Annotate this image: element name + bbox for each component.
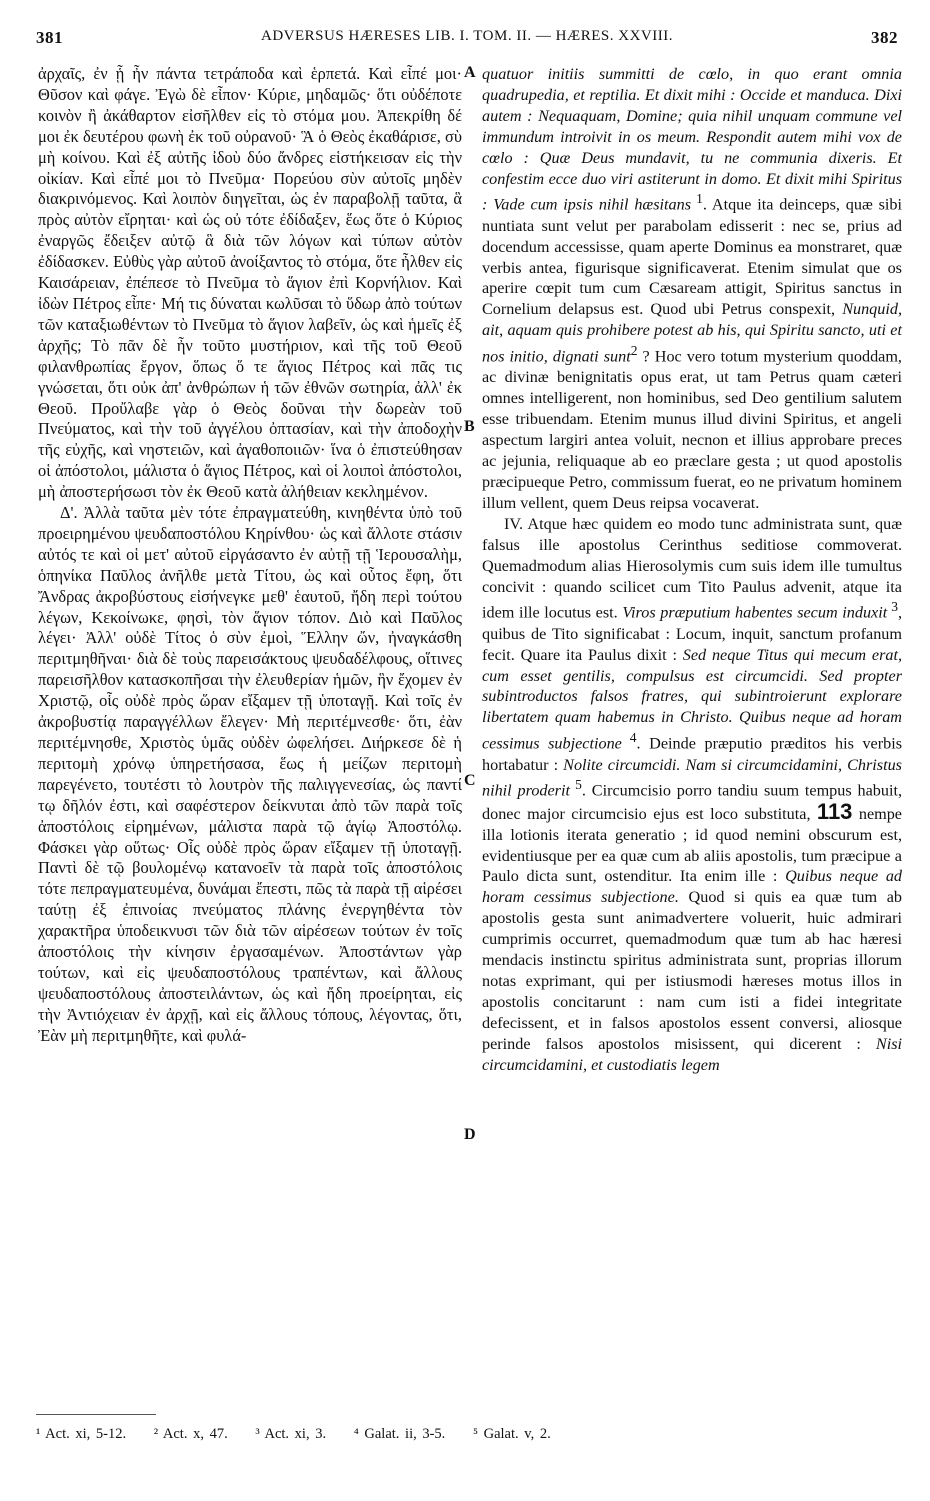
page-number-left: 381 bbox=[36, 28, 63, 47]
greek-paragraph-2: Δ'. Ἀλλὰ ταῦτα μὲν τότε ἐπραγματεύθη, κινηθέντα ὑπὸ τοῦ προειρημένου ψευδαποστόλου Κηρίνθου· ὡς καὶ ἄλλοτε στάσιν αὐτός τε καὶ οἱ μετ' αὐτοῦ εἰργάσαντο ἐν αὐτῇ τῇ Ἱερουσαλὴμ, ὁπηνίκα Παῦλος ἀνῆλθε μετὰ Τίτου, ὡς καὶ οὗτος ἔφη, ὅτι Ἄνδρας ἀκροβύστους εἰσήνεγκε μεθ' ἑαυτοῦ, ἤδη περὶ τούτου λέγων, Κεκοίνωκε, φησὶ, τὸν ἅγιον τόπον. Διὸ καὶ Παῦλος λέγει· Ἀλλ' οὐδὲ Τίτος ὁ σὺν ἐμοὶ, Ἕλλην ὤν, ἠναγκάσθη περιτμηθῆναι· διὰ δὲ τοὺς παρεισάκτους ψευδαδέλφους, οἵτινες παρεισῆλθον κατασκοπῆσαι τὴν ἐλευθερίαν ἡμῶν, ἣν ἔχομεν ἐν Χριστῷ, οἷς οὐδὲ πρὸς ὥραν εἴξαμεν τῇ ὑποταγῇ. Καὶ τοῖς ἐν ἀκροβυστίᾳ παραγγέλλων ἔλεγεν· Μὴ περιτέμνεσθε· ὅτι, ἐὰν περιτέμνησθε, Χριστὸς ὑμᾶς οὐδὲν ὠφελήσει. Διήρκεσε δὲ ἡ περιτομὴ χρόνῳ ὑπηρετήσασα, ἕως ἡ μείζων περιτομὴ παρεγένετο, τουτέστι τὸ λουτρὸν τῆς παλιγγενεσίας, ὡς παντί τῳ δῆλόν ἐστι, καὶ σαφέστερον δείκνυται ἀπὸ τῶν παρὰ τοῖς ἀποστόλοις εἰρημένων, μάλιστα παρὰ τῷ ἁγίῳ Ἀποστόλῳ. Φάσκει γὰρ οὕτως· Οἷς οὐδὲ πρὸς ὥραν εἴξαμεν τῇ ὑποταγῇ. Παντὶ δὲ τῷ βουλομένῳ κατανοεῖν τὰ παρὰ τοῖς ἀποστόλοις τότε πεπραγματευμένα, δυνάμαι ἔπεστι, πῶς τὰ παρὰ τῇ αἱρέσει ταύτῃ ἐξ ἐπινοίας πνεύματος πλάνης ἐνεργηθέντα τὸν χαρακτῆρα ὑποδεικνυσι τῶν διὰ τῶν αἱρέσεων τούτων ἐν τοῖς ἀποστόλοις τὴν κίνησιν ἐργασαμένων. Ἀποστάντων γὰρ τούτων, καὶ εἰς ψευδαποστόλους τραπέντων, καὶ ἄλλους ψευδαποστόλους ἀποστειλάντων, ὡς καὶ ἤδη προείρηται, εἰς τὴν Ἀντιόχειαν ἐν ἀρχῇ, καὶ εἰς ἄλλους τόπους, λέγοντας, ὅτι, Ἐὰν μὴ περιτμηθῆτε, καὶ φυλά- bbox=[38, 503, 462, 1045]
latin-text-8: Quod si quis ea quæ tum ab apostolis gesta sunt animadvertere voluerit, huic admirari cumprimis occurret, quemadmodum quæ tum ab hac hæresi mendacis instinctu spiritus administrata sunt, proprias illorum notas exprimant, qui per istiusmodi hæreses motus illos in apostolis concitarunt : nam cum isti a fidei integritate defecissent, et in falsos apostolos essent conversi, aliosque perinde falsos apostolos misissent, qui dicerent : bbox=[482, 888, 902, 1053]
footnote-ref-2: 2 bbox=[630, 343, 638, 359]
latin-column bbox=[482, 64, 902, 1076]
footnote-4: ⁴ Galat. ii, 3-5. bbox=[353, 1426, 446, 1442]
margin-letter-b: B bbox=[464, 418, 475, 435]
latin-text-7: nempe illa lotionis iterata generatio ; id quod nemini obscurum est, evidentiusque per ea quæ cum ab aliis apostolis, tum præcipue a Paulo dicta sunt, ostenditur. Ita enim ille : bbox=[482, 804, 902, 886]
footnote-rule bbox=[36, 1414, 156, 1415]
latin-text-3: IV. Atque hæc quidem eo modo tunc administrata sunt, quæ falsus ille apostolus Cerinthus seditiose commoverat. Quemadmodum alias Hierosolymis cum suis idem ille tumultus concivit : quando scilicet cum Tito Paulus advenit, atque ita idem ille locutus est. bbox=[482, 514, 902, 622]
running-title: ADVERSUS HÆRESES LIB. I. TOM. II. — HÆRES. XXVIII. bbox=[261, 28, 673, 44]
margin-letter-c: C bbox=[464, 772, 476, 789]
latin-quote-vision: quatuor initiis summitti de cœlo, in quo erant omnia quadrupedia, et reptilia. Et dixit mihi : Occide et manduca. Dixi autem : Nequaquam, Domine; quia nihil unquam commune vel immundum introivit in os meum. Respondit autem mihi vox de cœlo : Quæ Deus mundavit, tu ne communia dixeris. Et confestim ecce duo viri astiterunt in domo. Et dixit mihi Spiritus : Vade cum ipsis nihil hæsitans bbox=[482, 65, 902, 214]
latin-text-6: . Circumcisio porro tandiu suum tempus habuit, donec major circumcisio ejus est loco substituta, bbox=[482, 781, 903, 823]
page-number-right: 382 bbox=[871, 28, 898, 47]
footnote-ref-3: 3 bbox=[887, 599, 898, 615]
latin-quote-quibus: Quibus neque ad horam cessimus subjectione. bbox=[482, 867, 903, 907]
latin-quote-nolite: Nolite circumcidi. Nam si circumcidamini, Christus nihil proderit bbox=[482, 755, 902, 800]
footnote-2: ² Act. x, 47. bbox=[153, 1426, 228, 1442]
greek-column bbox=[38, 64, 462, 1047]
latin-text-2: ? Hoc vero totum mysterium quoddam, ac divinæ benignitatis opus erat, ut tam Petrus quam cæteri omnes intelligerent, non hominibus, sed Deo gentilium salutem esse tribuendam. Etenim munus illud divini Spiritus, et angeli aspectum largiri antea voluit, necnon et illius approbare preces ac jejunia, reliquaque ab eo præclare gesta ; ut quod apostolis præcipueque Petro, commissum fuerat, eo ne privatum hominem illum vellent, quem Deus reipsa vocaverat. bbox=[482, 347, 902, 512]
latin-quote-nisi: Nisi circumcidamini, et custodiatis legem bbox=[482, 1034, 902, 1074]
latin-quote-viros: Viros præputium habentes secum induxit bbox=[622, 603, 888, 622]
margin-letter-d: D bbox=[464, 1126, 476, 1143]
latin-paragraph-2 bbox=[482, 514, 902, 1076]
latin-text-1: . Atque ita deinceps, quæ sibi nuntiata sunt velut per parabolam edisserit : nec se, prius ad docendum accessisse, quam aperte Dominus ea monstraret, quæ verbis antea, figurisque significaverat. Etenim simulat que os aperire cœpit tum cum Cæsaream attigit, Spiritus sanctus in Cornelium delapsus est. Quod ubi Petrus conspexit, bbox=[482, 195, 902, 319]
latin-text-5: . Deinde præputio præditos his verbis hortabatur : bbox=[482, 734, 903, 774]
latin-text-4: , quibus de Tito significabat : Locum, inquit, sanctum profanum fecit. Quare ita Paulus dixit : bbox=[482, 603, 902, 664]
footnotes bbox=[36, 1426, 898, 1443]
running-header bbox=[36, 28, 898, 58]
column-number-marker: 113 bbox=[816, 798, 853, 824]
footnote-1: ¹ Act. xi, 5-12. bbox=[36, 1426, 127, 1442]
footnote-ref-1: 1 bbox=[691, 191, 703, 207]
footnote-3: ³ Act. xi, 3. bbox=[255, 1426, 327, 1442]
footnote-5: ⁵ Galat. v, 2. bbox=[472, 1426, 551, 1442]
margin-letter-a: A bbox=[464, 64, 476, 81]
latin-quote-titus: Sed neque Titus qui mecum erat, cum esset gentilis, compulsus est circumcidi. Sed propter subintroductos falsos fratres, qui subintroierunt explorare libertatem quam habemus in Christo. Quibus neque ad horam cessimus subjectione bbox=[482, 645, 903, 753]
footnote-ref-5: 5 bbox=[569, 777, 582, 793]
latin-quote-peter: Nunquid, ait, aquam quis prohibere potest ab his, qui Spiritu sancto, uti et nos initio, dignati sunt bbox=[482, 300, 902, 366]
footnote-ref-4: 4 bbox=[621, 730, 637, 746]
greek-paragraph-1: ἀρχαῖς, ἐν ᾗ ἦν πάντα τετράποδα καὶ ἑρπετά. Καὶ εἶπέ μοι· Θῦσον καὶ φάγε. Ἐγὼ δὲ εἶπον· Κύριε, μηδαμῶς· ὅτι οὐδέποτε κοινὸν ἢ ἀκάθαρτον εἰσῆλθεν εἰς τὸ στόμα μου. Ἀπεκρίθη δέ μοι ἐκ δευτέρου φωνὴ ἐκ τοῦ οὐρανοῦ· Ἃ ὁ Θεὸς ἐκαθάρισε, σὺ μὴ κοίνου. Καὶ ἐξ αὐτῆς ἰδοὺ δύο ἄνδρες εἱστήκεισαν εἰς τὴν οἰκίαν. Καὶ εἶπέ μοι τὸ Πνεῦμα· Πορεύου σὺν αὐτοῖς μηδὲν διακρινόμενος. Καὶ λοιπὸν διηγεῖται, ὡς ἐν παραβολῇ ταῦτα, ἃ πρὸς αὐτὸν εἴρηται· καὶ ὡς οὐ τότε ἐδίδαξεν, ἕως ὅτε ὁ Κύριος ἐναργῶς ἔδειξεν αὐτῷ ἃ διὰ τῶν λόγων καὶ τύπων αὐτὸν ἐδίδασκεν. Εὐθὺς γὰρ αὐτοῦ ἀνοίξαντος τὸ στόμα, ὅτε ἦλθεν εἰς Καισάρειαν, ἐπέπεσε τὸ Πνεῦμα τὸ ἅγιον ἐπὶ Κορνήλιον. Καὶ ἰδὼν Πέτρος εἶπε· Μή τις δύναται κωλῦσαι τὸ ὕδωρ ἀπὸ τούτων τῶν καταξιωθέντων τὸ Πνεῦμα τὸ ἅγιον λαβεῖν, ὡς καὶ ἡμεῖς ἐξ ἀρχῆς; Τὸ πᾶν δὲ ἦν τοῦτο μυστήριον, καὶ τῆς τοῦ Θεοῦ φιλανθρωπίας ἔργον, ὅπως ὅ τε ἅγιος Πέτρος καὶ πᾶς τις γνώσεται, ὅτι οὐκ ἀπ' ἀνθρώπων ἡ τῶν ἐθνῶν σωτηρία, ἀλλ' ἐκ Θεοῦ. Προὔλαβε γὰρ ὁ Θεὸς δοῦναι τὴν δωρεὰν τοῦ Πνεύματος, καὶ τὴν τοῦ ἀγγέλου ὀπτασίαν, καὶ τὴν ἀποδοχὴν τῆς εὐχῆς, καὶ νηστειῶν, καὶ ἀγαθοποιιῶν· ἵνα ὁ ἐπιστεύθησαν οἱ ἀπόστολοι, μάλιστα ὁ ἅγιος Πέτρος, καὶ οἱ λοιποὶ ἀπόστολοι, μὴ ἀποστερήσωσι τὸν ἐκ Θεοῦ κατὰ ἀλήθειαν κεκλημένον. bbox=[38, 64, 462, 502]
latin-paragraph-1 bbox=[482, 64, 902, 514]
